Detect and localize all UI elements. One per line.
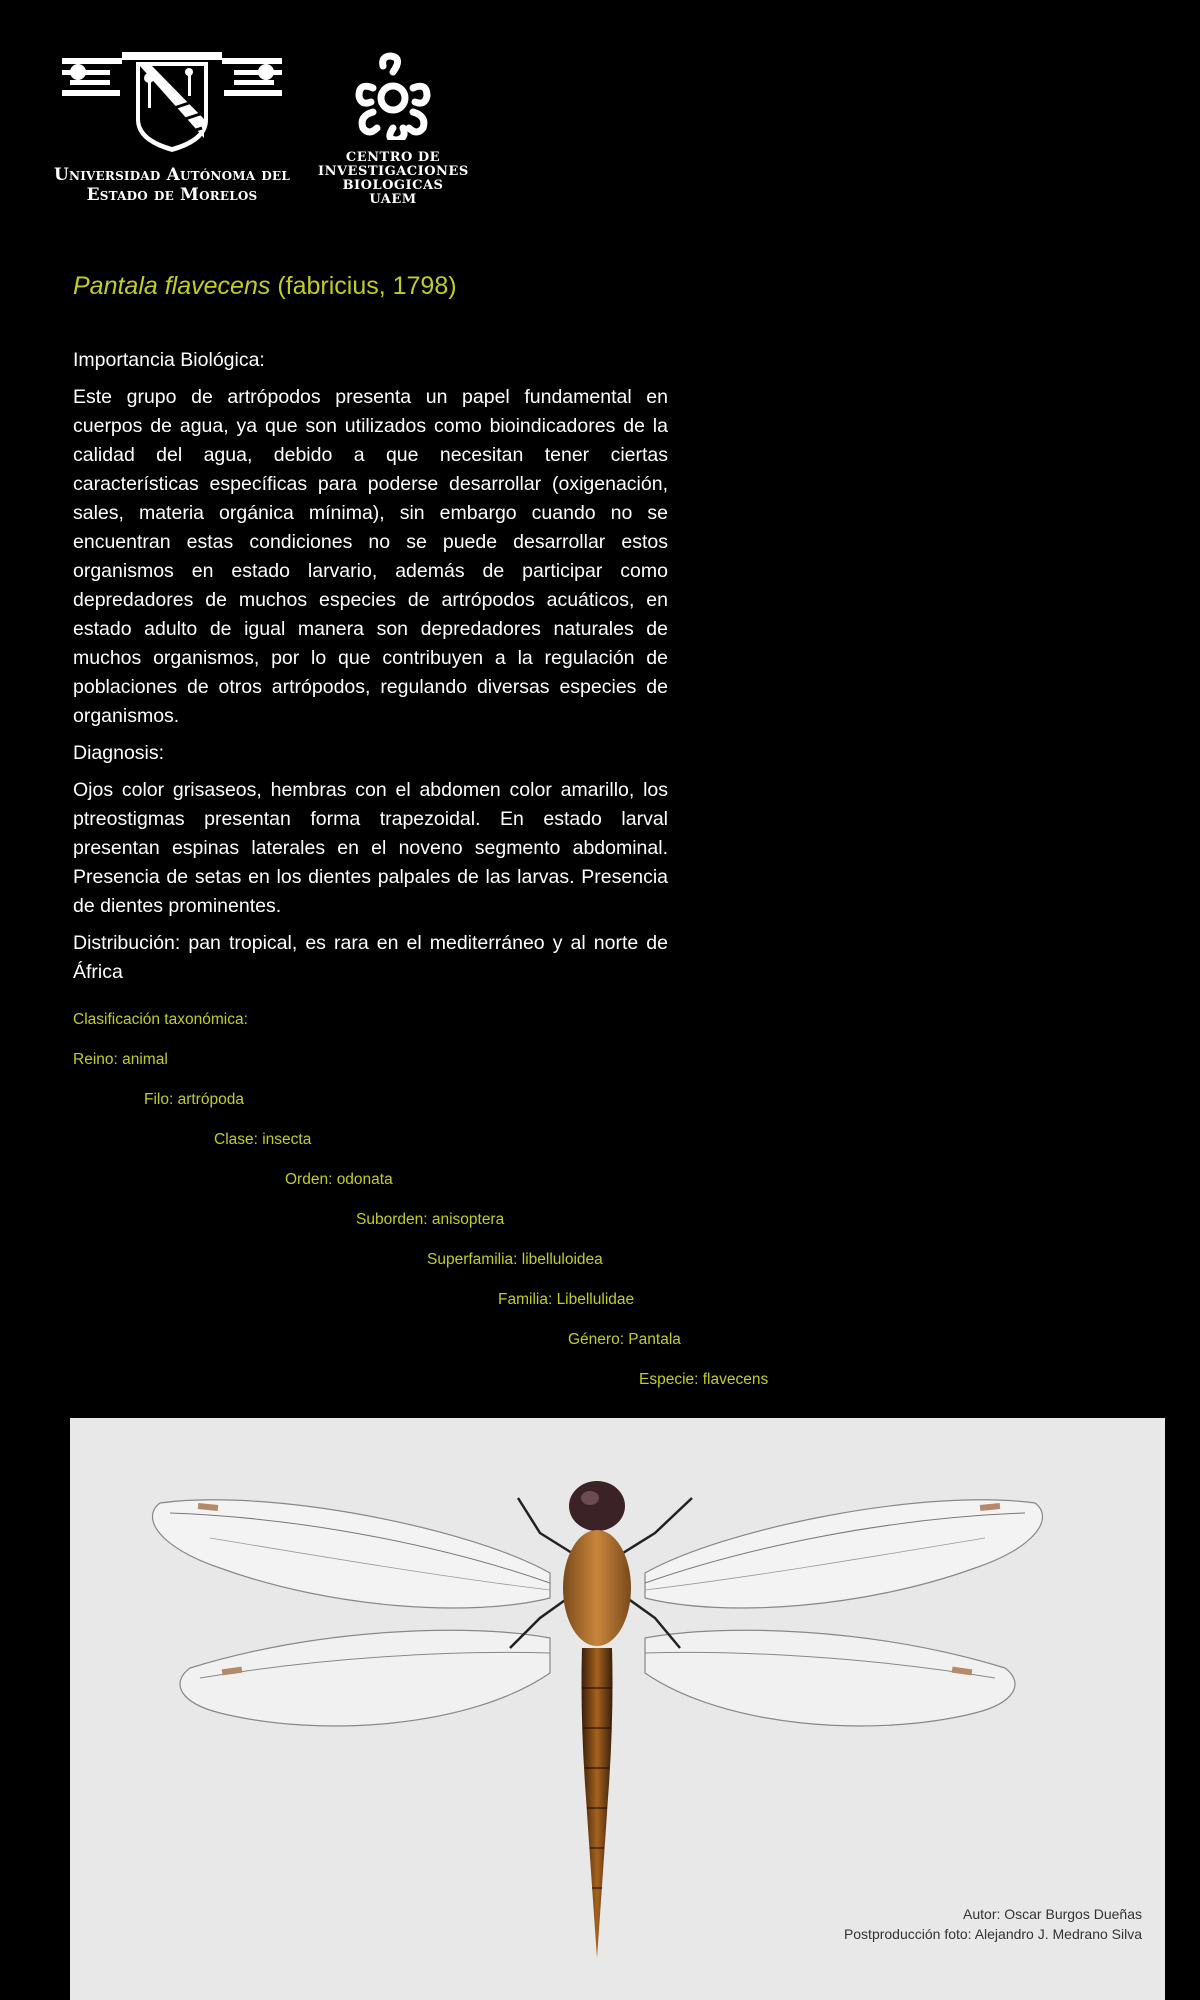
cib-name-line4: UAEM (369, 192, 417, 207)
uaem-name (52, 165, 292, 205)
taxonomy-genero: Género: Pantala (568, 1331, 681, 1348)
uaem-name-line1: Universidad Autónoma del (54, 165, 290, 185)
specimen-photo (0, 1418, 1200, 2000)
description-column (73, 346, 668, 995)
taxonomy-heading: Clasificación taxonómica: (73, 1011, 248, 1028)
abdomen (582, 1648, 613, 1958)
cib-name (318, 151, 468, 207)
uaem-name-line2: Estado de Morelos (86, 185, 258, 205)
cib-name-line3: BIOLOGICAS (342, 178, 444, 193)
right-hindwing (645, 1630, 1015, 1726)
left-hindwing (180, 1630, 550, 1726)
importance-body: Este grupo de artrópodos presenta un papel fundamental en cuerpos de agua, ya que son utilizados como bioindicadores de la calidad del agua, debido a que necesitan tener ciertas características específicas para poderse desarrollar (oxigenación, sales, materia orgánica mínima), sin embargo cuando no se encuentran estas condiciones no se puede desarrollar estos organismos en estado larvario, además de participar como depredadores de muchos especies de artrópodos acuáticos, en estado adulto de igual manera son depredadores naturales de muchos organismos, por lo que contribuyen a la regulación de poblaciones de otros artrópodos, regulando diversas especies de organismos. (73, 386, 668, 727)
species-authority: (fabricius, 1798) (277, 272, 457, 300)
species-name: Pantala flavecens (73, 272, 271, 300)
cib-logo (318, 52, 468, 207)
importance-heading: Importancia Biológica: (73, 349, 265, 371)
diagnosis-heading: Diagnosis: (73, 742, 165, 764)
species-title (73, 272, 457, 301)
distribution-text: Distribución: pan tropical, es rara en el mediterráneo y al norte de África (73, 932, 668, 983)
postproduction-credit: Postproducción foto: Alejandro J. Medrano Silva (843, 1926, 1142, 1942)
taxonomy-clase: Clase: insecta (214, 1131, 312, 1148)
taxonomy-suborden: Suborden: anisoptera (356, 1211, 505, 1228)
taxonomy-orden: Orden: odonata (285, 1171, 393, 1188)
cib-name-line2: INVESTIGACIONES (318, 164, 469, 179)
taxonomy-reino: Reino: animal (73, 1051, 168, 1068)
uaem-logo (52, 50, 292, 205)
right-forewing (645, 1500, 1043, 1608)
taxonomy-filo: Filo: artrópoda (144, 1091, 244, 1108)
taxonomy-especie: Especie: flavecens (639, 1371, 769, 1388)
left-forewing (153, 1500, 551, 1608)
uaem-crest-icon (60, 50, 284, 155)
taxonomy-familia: Familia: Libellulidae (498, 1291, 635, 1308)
diagnosis-body: Ojos color grisaseos, hembras con el abdomen color amarillo, los ptreostigmas presentan forma trapezoidal. En estado larval presentan espinas laterales en el noveno segmento abdominal. Presencia de setas en los dientes palpales de las larvas. Presencia de dientes prominentes. (73, 779, 668, 917)
author-credit: Autor: Oscar Burgos Dueñas (963, 1906, 1142, 1922)
spiral-emblem-icon (351, 52, 435, 140)
thorax (563, 1530, 631, 1646)
taxonomy-superfamilia: Superfamilia: libelluloidea (427, 1251, 603, 1268)
head (569, 1481, 625, 1531)
cib-name-line1: CENTRO DE (345, 150, 441, 165)
